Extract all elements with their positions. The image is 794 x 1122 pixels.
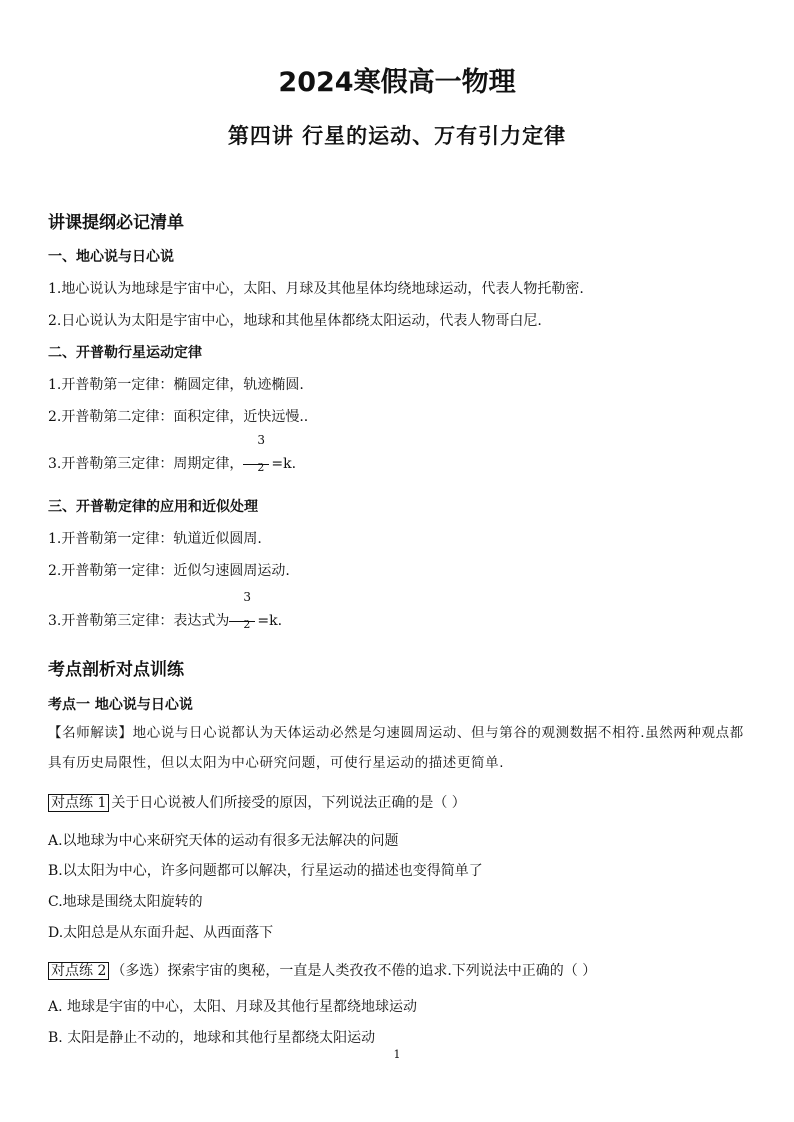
law3-prefix: 3.开普勒第三定律：周期定律， (48, 456, 244, 472)
exercise-1 (48, 792, 466, 812)
law3-prefix: 3.开普勒第三定律：表达式为 (48, 613, 230, 629)
part3-line-1: 1.开普勒第一定律：轨道近似圆周. (48, 531, 262, 547)
point1-heading: 考点一 地心说与日心说 (48, 697, 193, 713)
exercise-1-option-b: B.以太阳为中心，许多问题都可以解决，行星运动的描述也变得简单了 (48, 863, 483, 879)
part1-heading: 一、地心说与日心说 (48, 249, 174, 265)
part2-law3-line (48, 433, 297, 474)
section-heading-exercises: 考点剖析对点训练 (48, 660, 184, 680)
exercise-1-option-d: D.太阳总是从东面升起、从西面落下 (48, 925, 274, 941)
document-title: 2024寒假高一物理 (278, 67, 516, 98)
law3-fraction (229, 590, 257, 631)
part1-line-1: 1.地心说认为地球是宇宙中心，太阳、月球及其他星体均绕地球运动，代表人物托勒密. (48, 281, 584, 297)
fraction-numerator: 3 (243, 590, 251, 604)
fraction-numerator: 3 (257, 433, 265, 447)
law3-suffix: =k. (271, 456, 297, 472)
exercise-2 (48, 960, 596, 980)
exercise-1-question: 关于日心说被人们所接受的原因，下列说法正确的是（ ） (111, 795, 466, 811)
part2-heading: 二、开普勒行星运动定律 (48, 345, 202, 361)
fraction-denominator: 2 (257, 461, 265, 474)
lecture-subtitle: 第四讲 行星的运动、万有引力定律 (227, 124, 567, 148)
page-number: 1 (393, 1048, 401, 1061)
exercise-2-label: 对点练 2 (48, 962, 109, 980)
exercise-2-option-b: B. 太阳是静止不动的，地球和其他行星都绕太阳运动 (48, 1030, 376, 1046)
law3-fraction (243, 433, 271, 474)
exercise-1-option-a: A.以地球为中心来研究天体的运动有很多无法解决的问题 (48, 833, 399, 849)
exercise-2-option-a: A. 地球是宇宙的中心，太阳、月球及其他行星都绕地球运动 (48, 999, 418, 1015)
part2-line-2: 2.开普勒第二定律：面积定律，近快远慢.. (48, 409, 309, 425)
exercise-1-label: 对点练 1 (48, 794, 109, 812)
part1-line-2: 2.日心说认为太阳是宇宙中心，地球和其他星体都绕太阳运动，代表人物哥白尼. (48, 313, 542, 329)
part3-law3-line (48, 590, 283, 631)
teacher-commentary: 【名师解读】地心说与日心说都认为天体运动必然是匀速圆周运动、但与第谷的观测数据不相符.虽然两种观点都具有历史局限性，但以太阳为中心研究问题，可使行星运动的描述更简单. (48, 725, 744, 771)
part2-line-1: 1.开普勒第一定律：椭圆定律，轨迹椭圆. (48, 377, 304, 393)
exercise-1-option-c: C.地球是围绕太阳旋转的 (48, 894, 203, 910)
section-heading-outline: 讲课提纲必记清单 (48, 213, 184, 233)
part3-heading: 三、开普勒定律的应用和近似处理 (48, 499, 258, 515)
fraction-denominator: 2 (243, 618, 251, 631)
fraction-bar (243, 464, 269, 465)
part3-line-2: 2.开普勒第一定律：近似匀速圆周运动. (48, 563, 290, 579)
exercise-2-question: （多选）探索宇宙的奥秘，一直是人类孜孜不倦的追求.下列说法中正确的（ ） (111, 963, 597, 979)
fraction-bar (229, 621, 255, 622)
law3-suffix: =k. (257, 613, 283, 629)
